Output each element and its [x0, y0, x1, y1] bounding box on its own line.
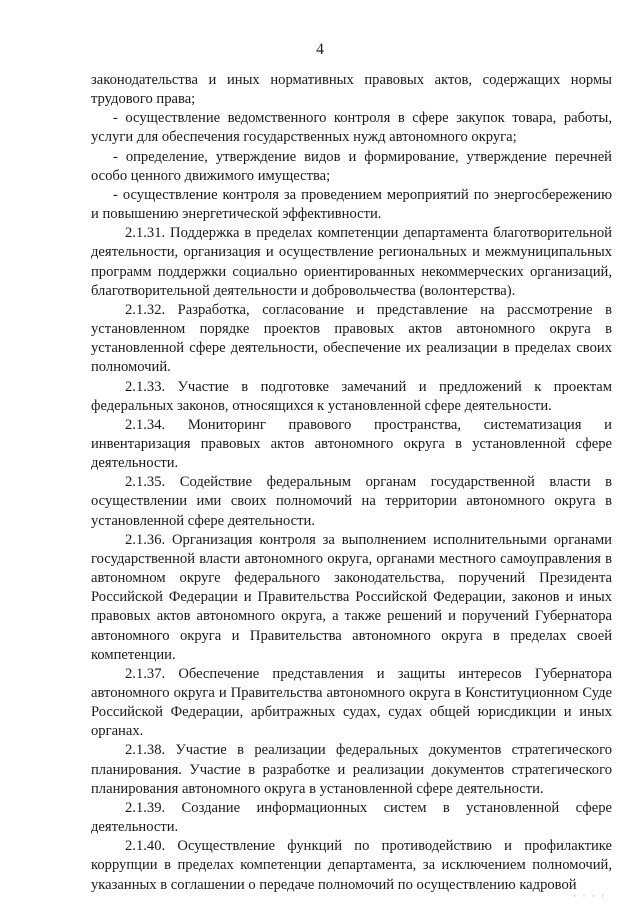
- clause-2-1-33: 2.1.33. Участие в подготовке замечаний и предложений к проектам федеральных законов, относящихся к установленной сфере деятельности.: [91, 378, 612, 414]
- clause-2-1-31: 2.1.31. Поддержка в пределах компетенции департамента благотворительной деятельности, организация и осуществление региональных и межмуниципальных программ поддержки социально ориентированных некоммерческих организаций, благотворительной деятельности и добровольчества (волонтерства).: [91, 225, 612, 299]
- clause-2-1-36: 2.1.36. Организация контроля за выполнением исполнительными органами государственной власти автономного округа, органами местного самоуправления в автономном округе федерального законодательства, поручений Президента Российской Федерации и Правительства Российской Федерации, законов и иных правовых актов автономного округа, а также решений и поручений Губернатора автономного округа и Правительства автономного округа в пределах своей компетенции.: [91, 531, 612, 663]
- document-body: [91, 71, 612, 895]
- paragraph-continuation: законодательства и иных нормативных правовых актов, содержащих нормы трудового права;: [91, 72, 612, 108]
- clause-2-1-35: 2.1.35. Содействие федеральным органам государственной власти в осуществлении ими своих полномочий на территории автономного округа в установленной сфере деятельности.: [91, 474, 612, 529]
- scan-artifact-dots: · · · ·: [573, 891, 606, 901]
- clause-2-1-37: 2.1.37. Обеспечение представления и защиты интересов Губернатора автономного округа и Правительства автономного округа в Конституционном Суде Российской Федерации, арбитражных судах, судах общей юрисдикции и иных органах.: [91, 665, 612, 740]
- clause-2-1-38: 2.1.38. Участие в реализации федеральных документов стратегического планирования. Участие в разработке и реализации документов стратегического планирования автономного округа в установленной сфере деятельности.: [91, 742, 612, 797]
- list-item-dash: - осуществление ведомственного контроля в сфере закупок товара, работы, услуги для обеспечения государственных нужд автономного округа;: [91, 110, 612, 146]
- clause-2-1-34: 2.1.34. Мониторинг правового пространства, систематизация и инвентаризация правовых актов автономного округа в установленной сфере деятельности.: [91, 416, 612, 472]
- clause-2-1-40: 2.1.40. Осуществление функций по противодействию и профилактике коррупции в пределах компетенции департамента, за исключением полномочий, указанных в соглашении о передаче полномочий по осуществлению кадровой: [91, 838, 612, 893]
- page-number: 4: [316, 41, 324, 58]
- clause-2-1-39: 2.1.39. Создание информационных систем в установленной сфере деятельности.: [91, 799, 612, 836]
- list-item-dash: - определение, утверждение видов и формирование, утверждение перечней особо ценного движимого имущества;: [91, 148, 612, 184]
- clause-2-1-32: 2.1.32. Разработка, согласование и представление на рассмотрение в установленном порядке проектов правовых актов автономного округа в установленной сфере деятельности, обеспечение их реализации в пределах своих полномочий.: [91, 301, 612, 376]
- list-item-dash: - осуществление контроля за проведением мероприятий по энергосбережению и повышению энергетической эффективности.: [91, 186, 612, 223]
